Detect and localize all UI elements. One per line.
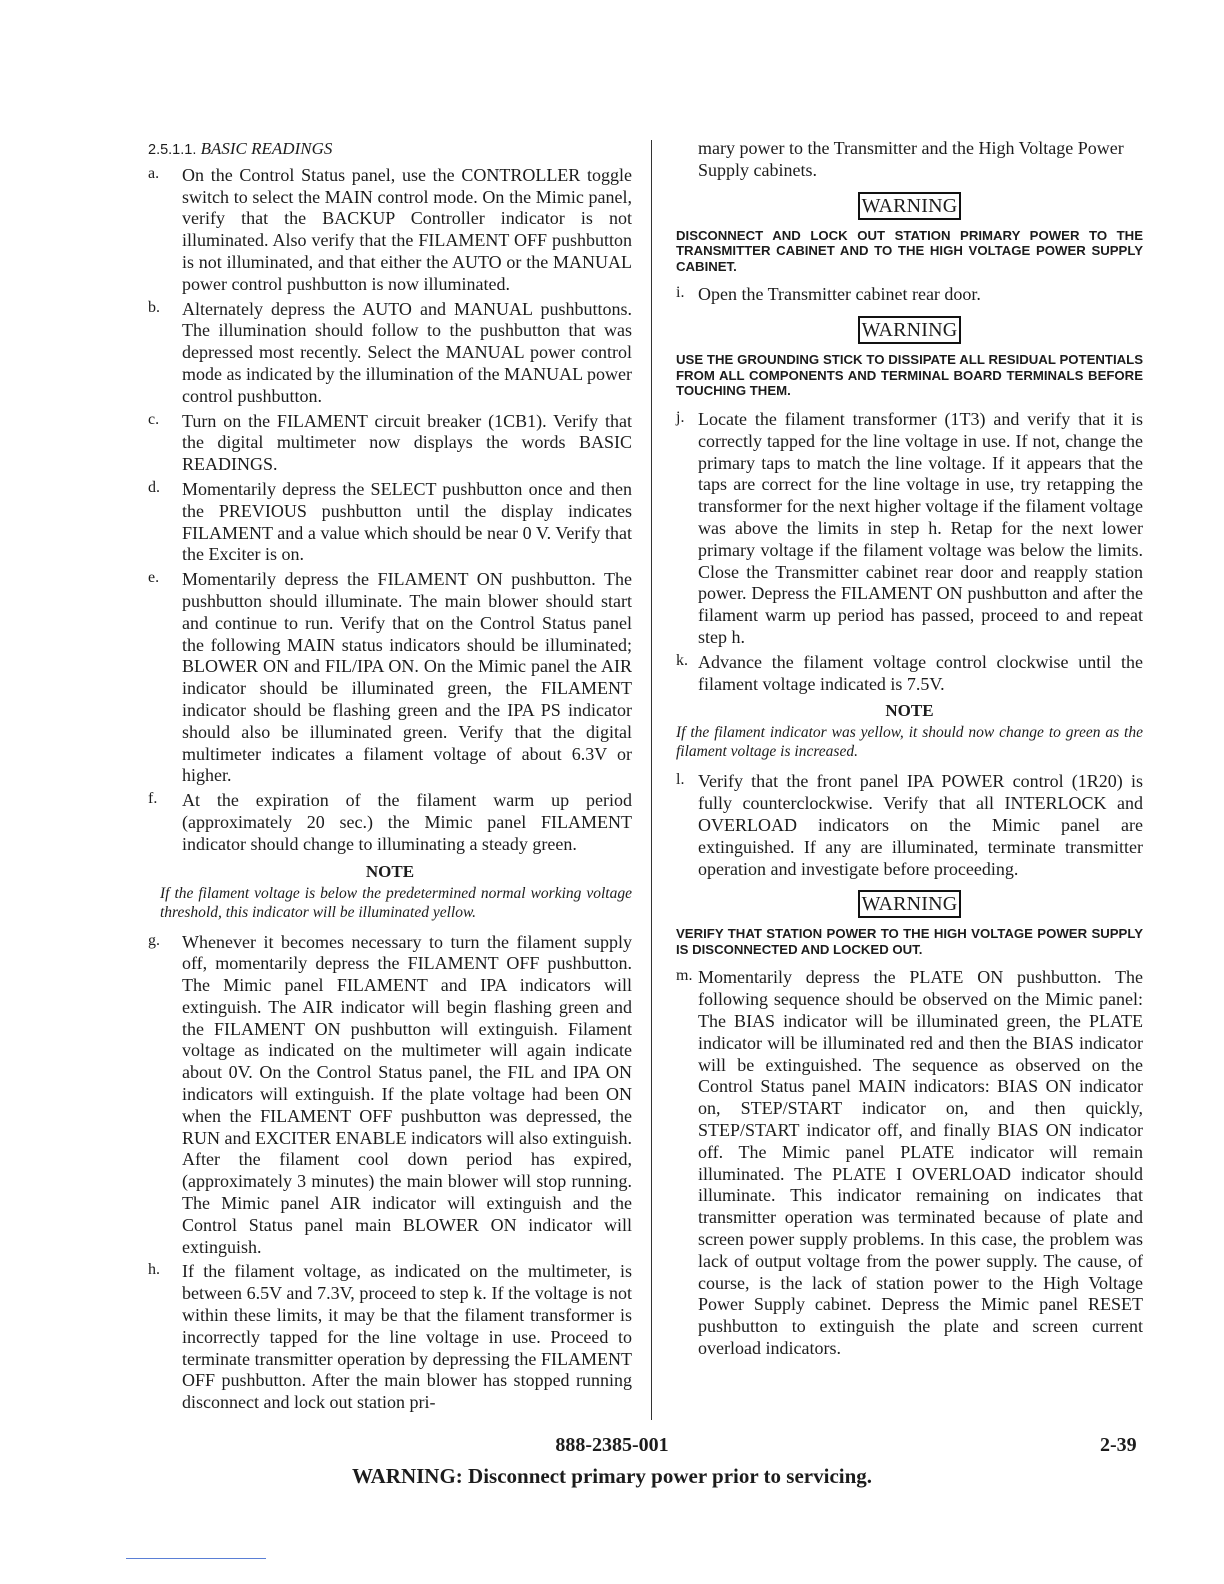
step-g [148, 932, 632, 1259]
warning-label: WARNING [858, 316, 962, 344]
scan-artifact-line [126, 1558, 266, 1559]
warning-text-2: USE THE GROUNDING STICK TO DISSIPATE ALL RESIDUAL POTENTIALS FROM ALL COMPONENTS AND TERMINAL BOARD TERMINALS BEFORE TOUCHING THEM. [676, 352, 1143, 399]
section-heading [148, 138, 632, 162]
note-heading: NOTE [365, 861, 415, 881]
warning-box-2 [676, 316, 1143, 344]
step-m [676, 967, 1143, 1359]
step-text: Momentarily depress the SELECT pushbutton once and then the PREVIOUS pushbutton until the display indicates FILAMENT and a value which should be near 0 V. Verify that the Exciter is on. [182, 478, 632, 565]
warning-text-1: DISCONNECT AND LOCK OUT STATION PRIMARY POWER TO THE TRANSMITTER CABINET AND TO THE HIGH VOLTAGE POWER SUPPLY CABINET. [676, 227, 1143, 274]
note-heading: NOTE [885, 701, 934, 721]
step-f [148, 790, 632, 855]
step-label: l. [676, 771, 685, 789]
section-number: 2.5.1.1. [148, 142, 197, 158]
step-text: If the filament voltage, as indicated on the multimeter, is between 6.5V and 7.3V, proceed to step k. If the voltage is not within these limits, it may be that the filament transformer is incorrectly tapped for the line voltage in use. Proceed to terminate transmitter operation by depressing the FILAMENT OFF pushbutton. After the main blower has stopped running disconnect and lock out station pri- [182, 1261, 632, 1413]
footer-document-number: 888-2385-001 [555, 1434, 669, 1456]
step-text: Turn on the FILAMENT circuit breaker (1CB1). Verify that the digital multimeter now displays the words BASIC READINGS. [182, 410, 632, 475]
warning-box-1 [676, 192, 1143, 220]
step-text: On the Control Status panel, use the CONTROLLER toggle switch to select the MAIN control mode. On the Mimic panel, verify that the BACKUP Controller indicator is not illuminated. Also verify that the FILAMENT OFF pushbutton is not illuminated, and that either the AUTO or the MANUAL power control pushbutton is now illuminated. [182, 164, 632, 294]
step-label: d. [148, 478, 160, 496]
step-text: Open the Transmitter cabinet rear door. [698, 284, 981, 305]
step-e [148, 569, 632, 787]
step-j [676, 409, 1143, 649]
left-column [148, 138, 632, 1417]
step-label: b. [148, 298, 160, 316]
step-text: Momentarily depress the FILAMENT ON pushbutton. The pushbutton should illuminate. The main blower should start and continue to run. Verify that on the Control Status panel the following MAIN status indicators should be illuminated; BLOWER ON and FIL/IPA ON. On the Mimic panel the AIR indicator should be illuminated green, the FILAMENT indicator should be flashing green and the IPA PS indicator should also be illuminated green. Verify that the digital multimeter indicates a filament voltage of about 6.3V or higher. [182, 569, 632, 786]
step-text: At the expiration of the filament warm up period (approximately 20 sec.) the Mimic panel FILAMENT indicator should change to illuminating a steady green. [182, 790, 632, 854]
warning-label: WARNING [858, 192, 962, 220]
step-text: Whenever it becomes necessary to turn the filament supply off, momentarily depress the FILAMENT OFF pushbutton. The Mimic panel FILAMENT and IPA indicators will extinguish. The AIR indicator will begin flashing green and the FILAMENT ON pushbutton will extinguish. Filament voltage as indicated on the multimeter will again indicate about 0V. On the Control Status panel, the FIL and IPA ON indicators will extinguish. If the plate voltage had been ON when the FILAMENT OFF pushbutton was depressed, the RUN and EXCITER ENABLE indicators will also extinguish. After the filament cool down period has expired, (approximately 3 minutes) the main blower will stop running. The Mimic panel AIR indicator will extinguish and the Control Status panel main BLOWER ON indicator will extinguish. [182, 931, 632, 1257]
warning-label: WARNING [858, 890, 962, 918]
step-text: Alternately depress the AUTO and MANUAL pushbuttons. The illumination should follow to the pushbutton that was depressed most recently. Select the MANUAL power control mode as indicated by the illumination of the MANUAL power control pushbutton. [182, 298, 632, 406]
step-text: Advance the filament voltage control clockwise until the filament voltage indicated is 7.5V. [698, 651, 1143, 694]
step-label: g. [148, 931, 160, 949]
step-d [148, 479, 632, 566]
step-label: i. [676, 284, 685, 302]
step-label: m. [676, 967, 693, 985]
warning-text-3: VERIFY THAT STATION POWER TO THE HIGH VOLTAGE POWER SUPPLY IS DISCONNECTED AND LOCKED OUT. [676, 926, 1143, 957]
step-h [148, 1261, 632, 1414]
step-text: Momentarily depress the PLATE ON pushbutton. The following sequence should be observed on the Mimic panel: The BIAS indicator will be illuminated green, the PLATE indicator will be illuminated red and then the BIAS indicator will be extinguished. The sequence as observed on the Control Status panel MAIN indicators: BIAS ON indicator on, STEP/START indicator on, and then quickly, STEP/START indicator off, and finally BIAS ON indicator off. The Mimic panel PLATE indicator will remain illuminated. The PLATE I OVERLOAD indicator should illuminate. This indicator remaining on indicates that transmitter operation was terminated because of plate and screen power supply problems. In this case, the problem was lack of output voltage from the power supply. The cause, of course, is the lack of station power to the High Voltage Power Supply cabinet. Depress the Mimic panel RESET pushbutton to extinguish the plate and screen current overload indicators. [698, 967, 1143, 1359]
step-label: h. [148, 1261, 160, 1279]
step-a [148, 165, 632, 296]
column-divider [651, 140, 652, 1420]
note-text: If the filament indicator was yellow, it should now change to green as the filament voltage is increased. [676, 724, 1143, 761]
step-label: a. [148, 164, 160, 182]
step-c [148, 411, 632, 476]
step-label: e. [148, 569, 160, 587]
step-b [148, 299, 632, 408]
step-label: f. [148, 790, 158, 808]
step-i [676, 284, 1143, 306]
step-l [676, 771, 1143, 880]
step-label: c. [148, 410, 160, 428]
section-title: BASIC READINGS [200, 139, 333, 158]
step-text: Locate the filament transformer (1T3) and verify that it is correctly tapped for the line voltage in use. If not, change the primary taps to match the line voltage. If it appears that the taps are correct for the line voltage in use, try retapping the transformer for the next higher voltage if the filament voltage was above the limits in step h. Retap for the next lower primary voltage if the filament voltage was below the limits. Close the Transmitter cabinet rear door and reapply station power. Depress the FILAMENT ON pushbutton and after the filament warm up period has passed, proceed to and repeat step h. [698, 408, 1143, 647]
step-h-continuation: mary power to the Transmitter and the High Voltage Power Supply cabinets. [698, 138, 1124, 180]
warning-box-3 [676, 890, 1143, 918]
footer-page-number: 2-39 [1100, 1434, 1137, 1456]
step-label: j. [676, 408, 685, 426]
step-k [676, 652, 1143, 696]
step-label: k. [676, 651, 688, 669]
footer-warning: WARNING: Disconnect primary power prior to servicing. [351, 1464, 873, 1488]
note-text: If the filament voltage is below the predetermined normal working voltage threshold, this indicator will be illuminated yellow. [160, 884, 632, 921]
step-text: Verify that the front panel IPA POWER control (1R20) is fully counterclockwise. Verify that all INTERLOCK and OVERLOAD indicators on the Mimic panel are extinguished. If any are illuminated, terminate transmitter operation and investigate before proceeding. [698, 771, 1143, 879]
right-column [676, 138, 1143, 1363]
